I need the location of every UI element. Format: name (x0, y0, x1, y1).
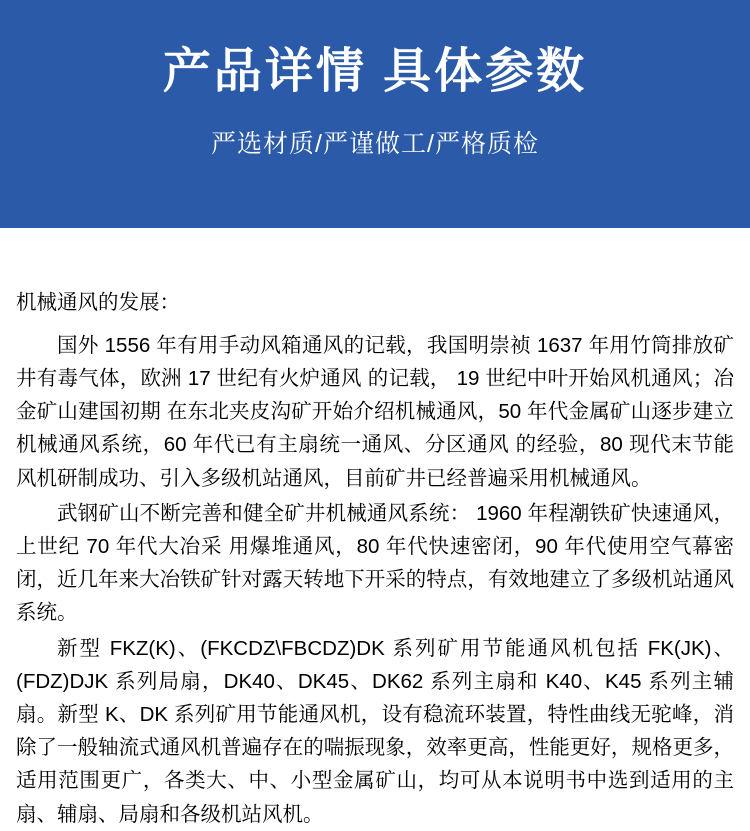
paragraph-1: 国外 1556 年有用手动风箱通风的记载，我国明崇祯 1637 年用竹筒排放矿井有毒气体，欧洲 17 世纪有火炉通风 的记载， 19 世纪中叶开始风机通风；冶金矿山建国初期 在东北夹皮沟矿开始介绍机械通风，50 年代金属矿山逐步建立机械通风系统，60 年代已有主扇统一通风、分区通风 的经验，80 现代末节能风机研制成功、引入多级机站通风，目前矿井已经普遍采用机械通风。 (16, 333, 734, 490)
page-banner (0, 0, 750, 228)
paragraph-2: 武钢矿山不断完善和健全矿井机械通风系统： 1960 年程潮铁矿快速通风，上世纪 70 年代大冶采 用爆堆通风，80 年代快速密闭，90 年代使用空气幕密闭，近几年来大冶铁矿针对露天转地下开采的特点，有效地建立了多级机站通风系统。 (16, 501, 734, 625)
paragraph-3: 新型 FKZ(K)、(FKCDZ\FBCDZ)DK 系列矿用节能通风机包括 FK(JK)、(FDZ)DJK 系列局扇，DK40、DK45、DK62 系列主扇和 K40、K45 系列主辅扇。新型 K、DK 系列矿用节能通风机，设有稳流环装置，特性曲线无驼峰，消除了一般轴流式通风机普遍存在的喘振现象，效率更高，性能更好，规格更多，适用范围更广，各类大、中、小型金属矿山，均可从本说明书中选到适用的主扇、辅扇、局扇和各级机站风机。 (16, 636, 734, 826)
banner-subtitle: 严选材质/严谨做工/严格质检 (211, 130, 539, 158)
section-heading: 机械通风的发展： (16, 291, 180, 314)
banner-title: 产品详情 具体参数 (162, 45, 588, 98)
content-body (0, 228, 750, 831)
